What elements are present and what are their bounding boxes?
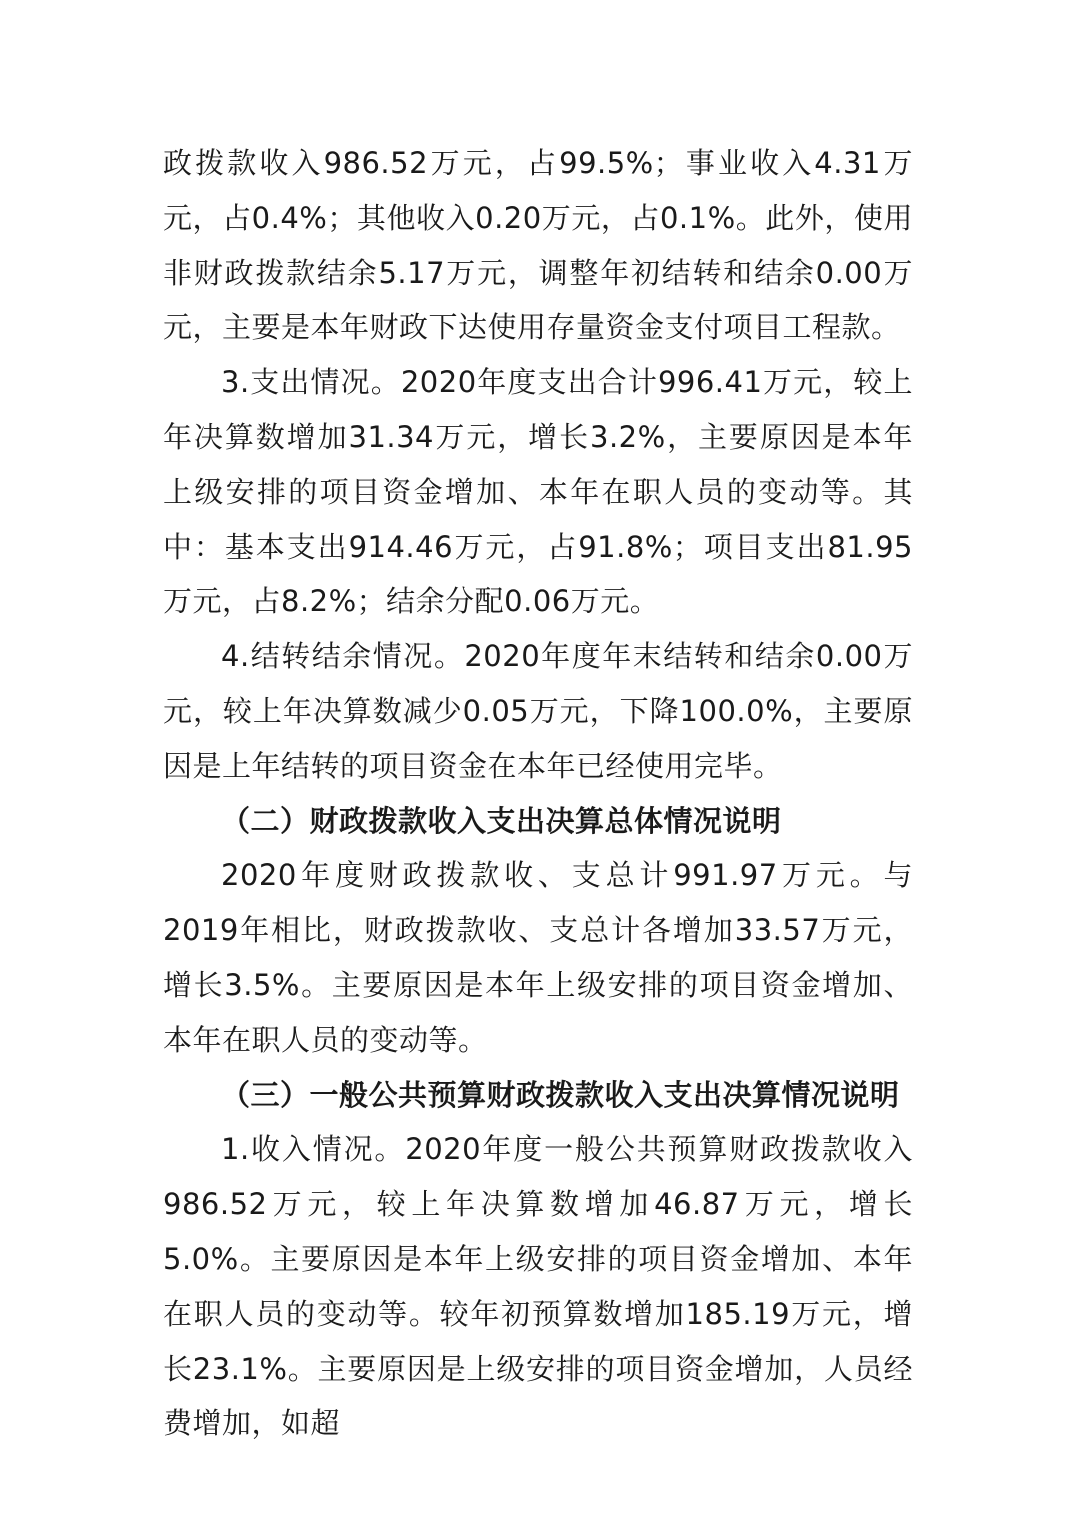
section-heading-3: （三）一般公共预算财政拨款收入支出决算情况说明 — [221, 1077, 900, 1112]
paragraph-carryover: 4.结转结余情况。2020年度年末结转和结余0.00万元，较上年决算数减少0.05万元，下降100.0%，主要原因是上年结转的项目资金在本年已经使用完毕。 — [163, 639, 913, 783]
document-body — [163, 136, 913, 1451]
paragraph-expenditure: 3.支出情况。2020年度支出合计996.41万元，较上年决算数增加31.34万元，增长3.2%，主要原因是本年上级安排的项目资金增加、本年在职人员的变动等。其中：基本支出914.46万元，占91.8%；项目支出81.95万元，占8.2%；结余分配0.06万元。 — [163, 365, 913, 619]
paragraph-income-continued: 政拨款收入986.52万元，占99.5%；事业收入4.31万元，占0.4%；其他收入0.20万元，占0.1%。此外，使用非财政拨款结余5.17万元，调整年初结转和结余0.00万元，主要是本年财政下达使用存量资金支付项目工程款。 — [163, 146, 913, 345]
section-heading-2: （二）财政拨款收入支出决算总体情况说明 — [221, 803, 782, 838]
paragraph-fiscal-total: 2020年度财政拨款收、支总计991.97万元。与2019年相比，财政拨款收、支总计各增加33.57万元，增长3.5%。主要原因是本年上级安排的项目资金增加、本年在职人员的变动等。 — [163, 858, 913, 1057]
paragraph-general-budget-income: 1.收入情况。2020年度一般公共预算财政拨款收入986.52万元，较上年决算数增加46.87万元，增长5.0%。主要原因是本年上级安排的项目资金增加、本年在职人员的变动等。较年初预算数增加185.19万元，增长23.1%。主要原因是上级安排的项目资金增加，人员经费增加，如超 — [163, 1132, 913, 1441]
